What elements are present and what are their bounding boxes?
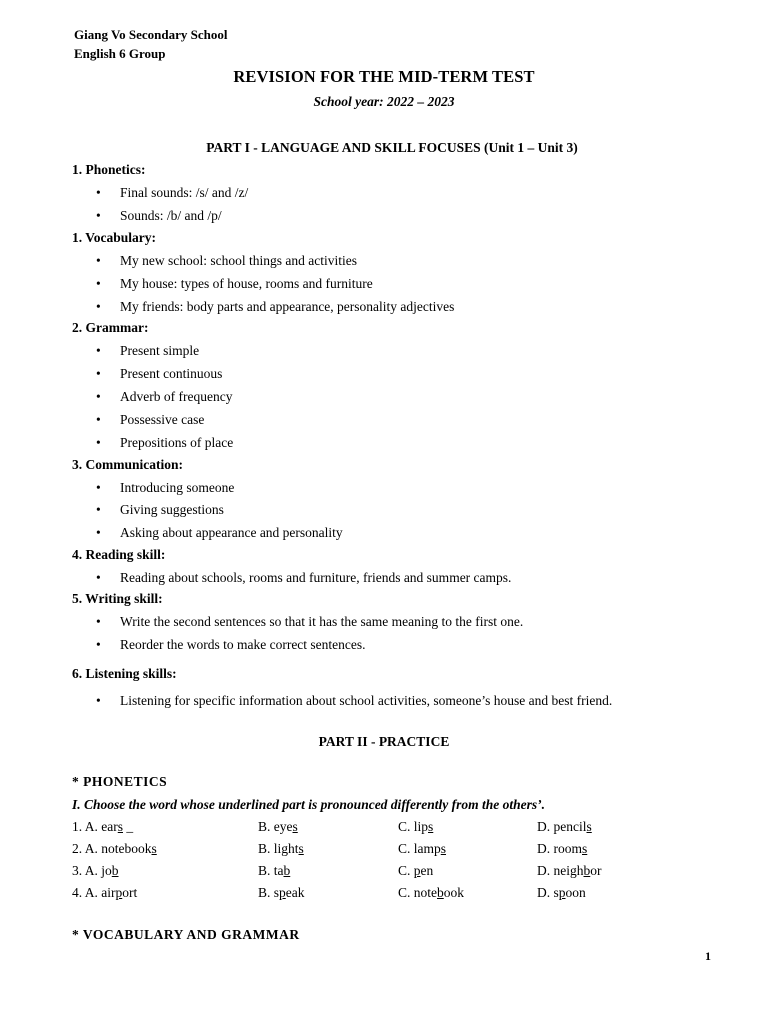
bullet-dot-icon: • bbox=[96, 637, 101, 652]
bullet-item bbox=[96, 389, 232, 405]
bullet-dot-icon: • bbox=[96, 389, 101, 404]
bullet-item bbox=[96, 693, 612, 709]
bullet-item bbox=[96, 637, 366, 653]
answer-option: B. eyes bbox=[258, 819, 298, 834]
phonetics-heading: * PHONETICS bbox=[72, 774, 168, 789]
bullet-dot-icon: • bbox=[96, 502, 101, 517]
bullet-text: Giving suggestions bbox=[120, 502, 224, 517]
bullet-dot-icon: • bbox=[96, 208, 101, 223]
section-heading: 4. Reading skill: bbox=[72, 547, 166, 562]
underlined-part: s bbox=[440, 841, 447, 856]
bullet-item bbox=[96, 343, 199, 359]
bullet-dot-icon: • bbox=[96, 693, 101, 708]
page-number: 1 bbox=[705, 949, 711, 963]
bullet-item bbox=[96, 185, 248, 201]
bullet-text: Final sounds: /s/ and /z/ bbox=[120, 185, 249, 200]
bullet-dot-icon: • bbox=[96, 614, 101, 629]
underlined-part: s bbox=[586, 819, 592, 834]
underlined-part: s bbox=[298, 841, 304, 856]
bullet-dot-icon: • bbox=[96, 525, 101, 540]
bullet-item bbox=[96, 525, 343, 541]
bullet-dot-icon: • bbox=[96, 276, 101, 291]
part1-title: PART I - LANGUAGE AND SKILL FOCUSES (Unit 1 – Unit 3) bbox=[206, 140, 578, 155]
bullet-text: Asking about appearance and personality bbox=[120, 525, 343, 540]
bullet-item bbox=[96, 412, 204, 428]
bullet-item bbox=[96, 570, 511, 586]
group-name: English 6 Group bbox=[74, 46, 166, 61]
bullet-text: Present simple bbox=[120, 343, 200, 358]
answer-option: C. lamps bbox=[398, 841, 447, 856]
bullet-text: Adverb of frequency bbox=[120, 389, 233, 404]
bullet-text: Possessive case bbox=[120, 412, 205, 427]
underlined-part: p bbox=[558, 885, 566, 900]
answer-option: C. pen bbox=[398, 863, 434, 878]
underlined-part: p bbox=[279, 885, 286, 900]
bullet-item bbox=[96, 480, 234, 496]
bullet-item bbox=[96, 299, 454, 315]
bullet-item bbox=[96, 208, 222, 224]
bullet-item bbox=[96, 253, 357, 269]
underlined-part: s bbox=[151, 841, 157, 856]
answer-option: B. tab bbox=[258, 863, 291, 878]
section-heading: 5. Writing skill: bbox=[72, 591, 163, 606]
bullet-text: Listening for specific information about school activities, someone’s house and best friend. bbox=[120, 693, 613, 708]
bullet-dot-icon: • bbox=[96, 253, 101, 268]
underlined-part: b bbox=[583, 863, 591, 878]
answer-option: 1. A. ears _ bbox=[72, 819, 134, 834]
answer-option: 4. A. airport bbox=[72, 885, 138, 900]
answer-option: 2. A. notebooks bbox=[72, 841, 157, 856]
bullet-text: Introducing someone bbox=[120, 480, 235, 495]
section-heading: 1. Phonetics: bbox=[72, 162, 146, 177]
bullet-item bbox=[96, 435, 233, 451]
underlined-part: p bbox=[413, 863, 421, 878]
bullet-dot-icon: • bbox=[96, 366, 101, 381]
bullet-dot-icon: • bbox=[96, 435, 101, 450]
answer-option: C. lips bbox=[398, 819, 434, 834]
section-heading: 6. Listening skills: bbox=[72, 666, 177, 681]
bullet-text: Reorder the words to make correct sentences. bbox=[120, 637, 366, 652]
bullet-dot-icon: • bbox=[96, 412, 101, 427]
bullet-item bbox=[96, 502, 224, 518]
underlined-part: s bbox=[428, 819, 434, 834]
bullet-text: My new school: school things and activities bbox=[120, 253, 357, 268]
phonetics-instruction: I. Choose the word whose underlined part is pronounced differently from the others’. bbox=[72, 797, 546, 812]
underlined-part: s bbox=[292, 819, 298, 834]
underlined-part: s bbox=[117, 819, 123, 834]
bullet-text: My house: types of house, rooms and furniture bbox=[120, 276, 373, 291]
answer-option: B. speak bbox=[258, 885, 305, 900]
bullet-dot-icon: • bbox=[96, 480, 101, 495]
document-title: REVISION FOR THE MID-TERM TEST bbox=[233, 67, 535, 86]
underlined-part: b bbox=[111, 863, 119, 878]
bullet-text: Sounds: /b/ and /p/ bbox=[120, 208, 222, 223]
section-heading: 3. Communication: bbox=[72, 457, 183, 472]
bullet-item bbox=[96, 614, 523, 630]
vocab-grammar-heading: * VOCABULARY AND GRAMMAR bbox=[72, 927, 300, 942]
answer-option: D. neighbor bbox=[537, 863, 602, 878]
answer-option: D. spoon bbox=[537, 885, 586, 900]
answer-option: D. pencils bbox=[537, 819, 592, 834]
bullet-dot-icon: • bbox=[96, 570, 101, 585]
underlined-part: p bbox=[115, 885, 123, 900]
school-name: Giang Vo Secondary School bbox=[74, 27, 228, 42]
answer-option: D. rooms bbox=[537, 841, 588, 856]
bullet-text: Present continuous bbox=[120, 366, 223, 381]
bullet-dot-icon: • bbox=[96, 343, 101, 358]
answer-option: 3. A. job bbox=[72, 863, 119, 878]
answer-option: B. lights bbox=[258, 841, 304, 856]
underlined-part: s bbox=[582, 841, 588, 856]
part2-title: PART II - PRACTICE bbox=[318, 734, 450, 749]
section-heading: 2. Grammar: bbox=[72, 320, 149, 335]
bullet-text: Write the second sentences so that it has the same meaning to the first one. bbox=[120, 614, 524, 629]
bullet-dot-icon: • bbox=[96, 185, 101, 200]
bullet-text: Prepositions of place bbox=[120, 435, 234, 450]
bullet-item bbox=[96, 366, 222, 382]
bullet-item bbox=[96, 276, 373, 292]
underlined-part: b bbox=[283, 863, 291, 878]
bullet-dot-icon: • bbox=[96, 299, 101, 314]
school-year: School year: 2022 – 2023 bbox=[313, 94, 455, 109]
underlined-part: b bbox=[437, 885, 444, 900]
bullet-text: My friends: body parts and appearance, personality adjectives bbox=[120, 299, 455, 314]
section-heading: 1. Vocabulary: bbox=[72, 230, 157, 245]
bullet-text: Reading about schools, rooms and furniture, friends and summer camps. bbox=[120, 570, 512, 585]
answer-option: C. notebook bbox=[398, 885, 464, 900]
